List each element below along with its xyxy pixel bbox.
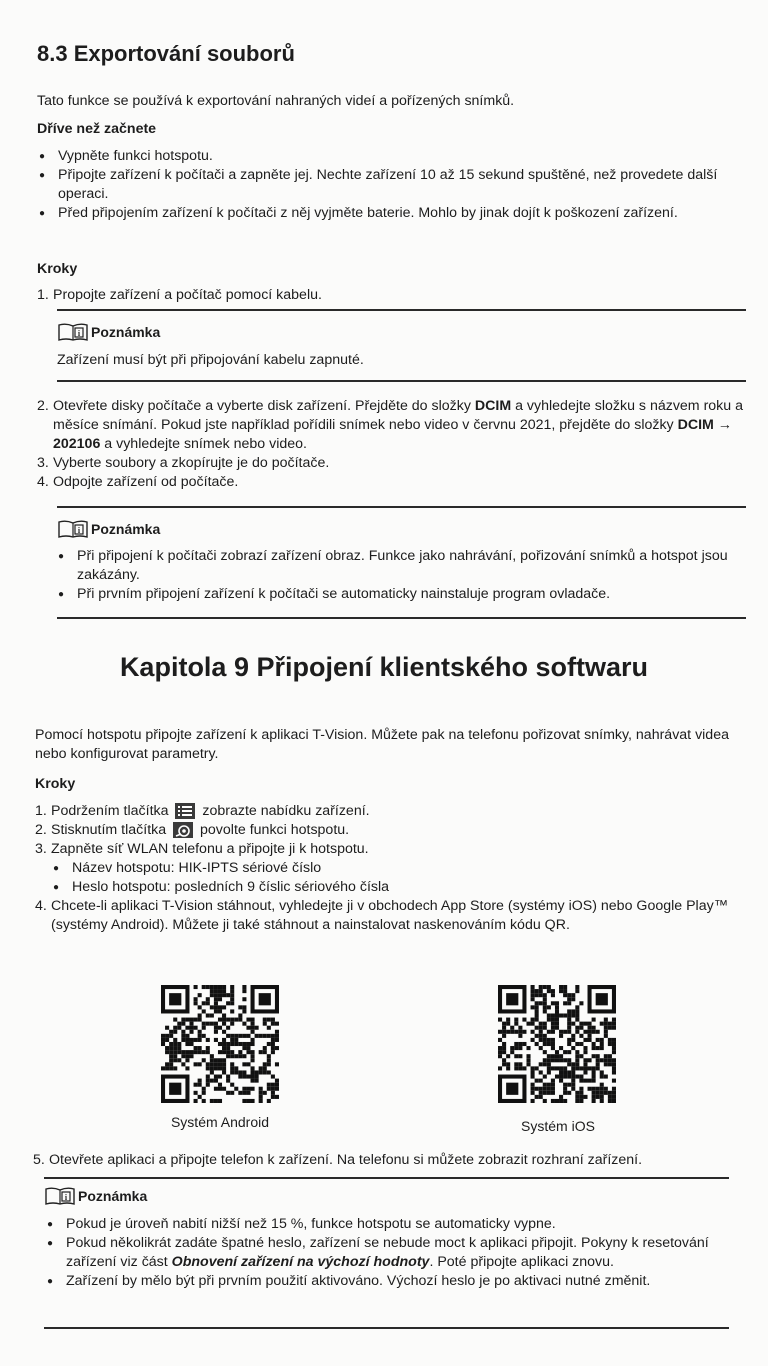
list-item: ● Při prvním připojení zařízení k počítači se automaticky nainstaluje program ovladače. <box>58 585 728 604</box>
list-item: ● Heslo hotspotu: posledních 9 číslic sériového čísla <box>53 878 735 897</box>
note-list <box>47 1215 727 1291</box>
step-item <box>37 454 747 473</box>
step-text: Otevřete aplikaci a připojte telefon k zařízení. Na telefonu si můžete zobrazit rozhraní zařízení. <box>49 1152 643 1168</box>
note-text: Zařízení musí být při připojování kabelu zapnuté. <box>57 352 364 368</box>
step-item <box>37 397 747 454</box>
note-book-icon <box>57 519 89 539</box>
steps-heading: Kroky <box>35 776 76 792</box>
note-book-icon <box>44 1186 76 1206</box>
menu-button-icon <box>174 802 196 820</box>
note-rule-top <box>44 1177 729 1179</box>
note-label: Poznámka <box>78 1187 148 1204</box>
step-text-b: povolte funkci hotspotu. <box>200 822 350 838</box>
step-item <box>35 821 735 840</box>
note-text-c: . Poté připojte aplikaci znovu. <box>429 1254 614 1270</box>
chapter-intro: Pomocí hotspotu připojte zařízení k aplikaci T-Vision. Můžete pak na telefonu pořizovat snímky, nahrávat videa nebo konfigurovat parametry. <box>35 727 729 762</box>
list-item: ● Název hotspotu: HIK-IPTS sériové číslo <box>53 859 735 878</box>
step-number: 1. <box>37 287 49 303</box>
step-item <box>37 473 747 492</box>
ios-qr-code[interactable] <box>498 985 616 1103</box>
step-text: Vyberte soubory a zkopírujte je do počítače. <box>53 455 330 471</box>
note-book-icon <box>57 322 89 342</box>
steps-list-c <box>35 802 735 935</box>
steps-list-a <box>37 286 737 305</box>
step-text: Chcete-li aplikaci T-Vision stáhnout, vyhledejte ji v obchodech App Store (systémy iOS) nebo Google Play™ (systémy Android). Můžete ji také stáhnout a nainstalovat naskenováním kódu QR. <box>51 898 728 933</box>
section-title: 8.3 Exportování souborů <box>37 41 295 66</box>
step-number: 3. <box>37 455 49 471</box>
svg-text:i: i <box>77 329 81 338</box>
steps-heading: Kroky <box>37 261 78 277</box>
step-number: 4. <box>35 898 47 914</box>
android-qr-code[interactable] <box>161 985 279 1103</box>
ios-qr-caption: Systém iOS <box>521 1118 595 1134</box>
hotspot-button-icon <box>172 821 194 839</box>
dcim-folder: DCIM <box>474 398 512 414</box>
step-item <box>35 840 735 897</box>
list-item: ● Zařízení by mělo být při prvním použití aktivováno. Výchozí heslo je po aktivaci nutné změnit. <box>47 1272 727 1291</box>
step-item <box>35 802 735 821</box>
step-item <box>37 286 737 305</box>
before-heading: Dříve než začnete <box>37 121 157 137</box>
note-heading <box>44 1186 147 1206</box>
svg-text:i: i <box>77 526 81 535</box>
step-number: 2. <box>37 398 49 414</box>
step-number: 5. <box>33 1152 45 1168</box>
before-list <box>39 147 719 223</box>
list-item: ● Před připojením zařízení k počítači z něj vyjměte baterie. Mohlo by jinak dojít k poškození zařízení. <box>39 204 719 223</box>
note-list <box>58 547 728 604</box>
note-rule-bottom <box>44 1327 729 1329</box>
step-text: Zapněte síť WLAN telefonu a připojte ji k hotspotu. <box>51 841 369 857</box>
step-text-a: Otevřete disky počítače a vyberte disk zařízení. Přejděte do složky <box>53 398 475 414</box>
chapter-title: Kapitola 9 Připojení klientského softwaru <box>119 652 649 682</box>
android-qr-caption: Systém Android <box>170 1114 270 1130</box>
step-item <box>35 897 735 935</box>
folder-path: DCIM → 202106 <box>53 417 732 452</box>
step-number: 2. <box>35 822 47 838</box>
reference-link: Obnovení zařízení na výchozí hodnoty <box>171 1254 430 1270</box>
step-text-c: a vyhledejte snímek nebo video. <box>100 436 307 452</box>
step-text-b: a vyhledejte složku s názvem roku a měsíce snímání. Pokud jste například pořídili snímek nebo video v červnu 2021, přejděte do složky <box>53 398 743 433</box>
step-number: 3. <box>35 841 47 857</box>
steps-list-d <box>33 1151 758 1170</box>
note-heading <box>57 322 160 342</box>
section-intro: Tato funkce se používá k exportování nahraných videí a pořízených snímků. <box>37 93 515 109</box>
step-text-a: Podržením tlačítka <box>51 803 169 819</box>
note-label: Poznámka <box>91 323 161 340</box>
note-label: Poznámka <box>91 520 161 537</box>
steps-list-b <box>37 397 747 492</box>
hotspot-info-list <box>53 859 735 897</box>
note-text-a: Pokud několikrát zadáte špatné heslo, zařízení se nebude moct k aplikaci připojit. Pokyny k resetování zařízení viz část <box>66 1235 709 1270</box>
list-item: ● Při připojení k počítači zobrazí zařízení obraz. Funkce jako nahrávání, pořizování snímků a hotspot jsou zakázány. <box>58 547 728 585</box>
step-text: Propojte zařízení a počítač pomocí kabelu. <box>53 287 322 303</box>
note-rule-top <box>57 506 746 508</box>
list-item: ● Vypněte funkci hotspotu. <box>39 147 719 166</box>
step-text: Odpojte zařízení od počítače. <box>53 474 239 490</box>
step-number: 1. <box>35 803 47 819</box>
list-item: ● Připojte zařízení k počítači a zapněte jej. Nechte zařízení 10 až 15 sekund spuštěné, než provedete další operaci. <box>39 166 719 204</box>
step-number: 4. <box>37 474 49 490</box>
list-item: ● Pokud je úroveň nabití nižší než 15 %, funkce hotspotu se automaticky vypne. <box>47 1215 727 1234</box>
step-text-b: zobrazte nabídku zařízení. <box>202 803 370 819</box>
step-text-a: Stisknutím tlačítka <box>51 822 167 838</box>
step-item <box>33 1151 758 1170</box>
note-heading <box>57 519 160 539</box>
list-item <box>47 1234 727 1272</box>
note-rule-bottom <box>57 380 746 382</box>
note-rule-bottom <box>57 617 746 619</box>
svg-text:i: i <box>64 1193 68 1202</box>
note-rule-top <box>57 309 746 311</box>
